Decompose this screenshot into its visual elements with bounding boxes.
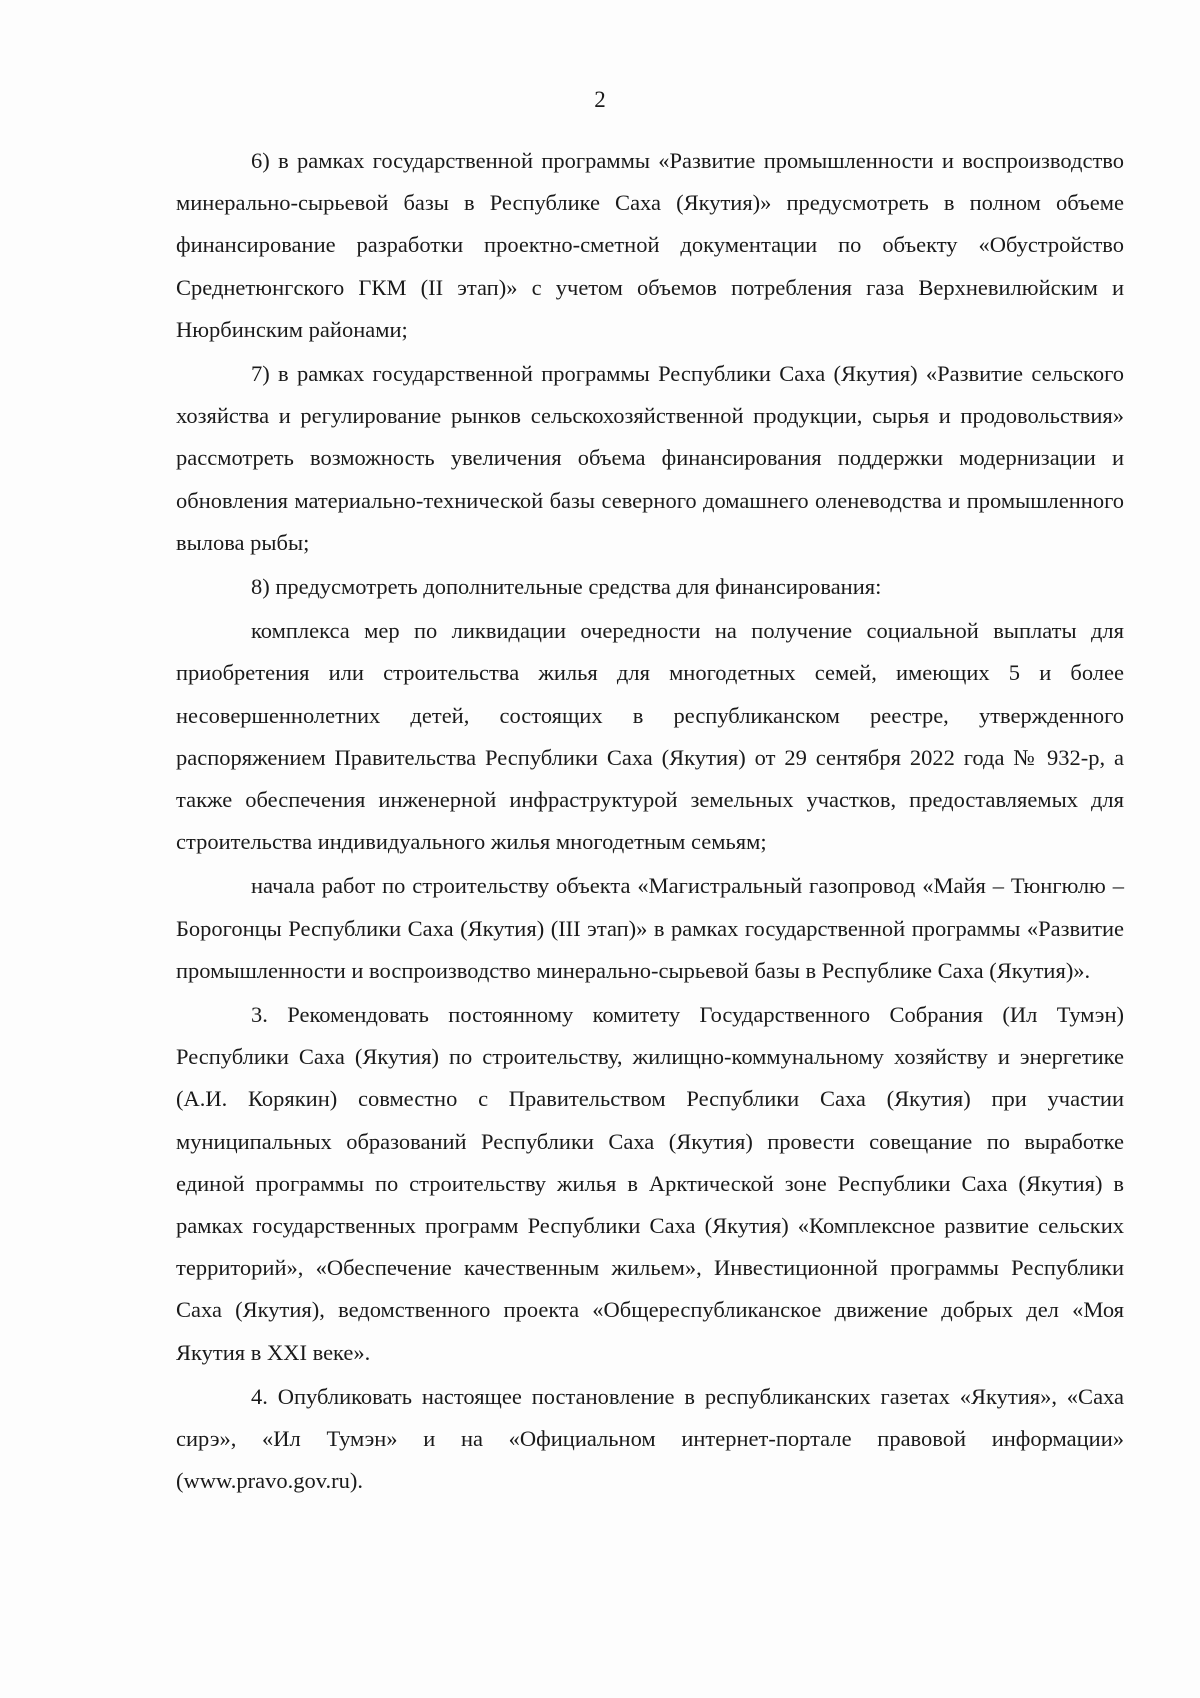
paragraph-section-3: 3. Рекомендовать постоянному комитету Государственного Собрания (Ил Тумэн) Республики Саха (Якутия) по строительству, жилищно-коммунальному хозяйству и энергетике (А.И. Корякин) совместно с Правительством Республики Саха (Якутия) при участии муниципальных образований Республики Саха (Якутия) провести совещание по выработке единой программы по строительству жилья в Арктической зоне Республики Саха (Якутия) в рамках государственных программ Республики Саха (Якутия) «Комплексное развитие сельских территорий», «Обеспечение качественным жильем», Инвестиционной программы Республики Саха (Якутия), ведомственного проекта «Общереспубликанское движение добрых дел «Моя Якутия в XXI веке». [176,1002,1124,1365]
paragraph-subitem-gas-pipeline: начала работ по строительству объекта «Магистральный газопровод «Майя – Тюнгюлю – Борогонцы Республики Саха (Якутия) (III этап)» в рамках государственной программы «Развитие промышленности и воспроизводство минерально-сырьевой базы в Республике Саха (Якутия)». [176,873,1124,983]
paragraph-item-7: 7) в рамках государственной программы Республики Саха (Якутия) «Развитие сельского хозяйства и регулирование рынков сельскохозяйственной продукции, сырья и продовольствия» рассмотреть возможность увеличения объема финансирования поддержки модернизации и обновления материально-технической базы северного домашнего оленеводства и промышленного вылова рыбы; [176,361,1124,555]
paragraph-subitem-housing: комплекса мер по ликвидации очередности на получение социальной выплаты для приобретения или строительства жилья для многодетных семей, имеющих 5 и более несовершеннолетних детей, состоящих в республиканском реестре, утвержденного распоряжением Правительства Республики Саха (Якутия) от 29 сентября 2022 года № 932-р, а также обеспечения инженерной инфраструктурой земельных участков, предоставляемых для строительства индивидуального жилья многодетным семьям; [176,618,1124,855]
paragraph-item-8: 8) предусмотреть дополнительные средства для финансирования: [251,574,882,600]
paragraph-section-4: 4. Опубликовать настоящее постановление в республиканских газетах «Якутия», «Саха сирэ», «Ил Тумэн» и на «Официальном интернет-портале правовой информации» (www.pravo.gov.ru). [176,1383,1124,1494]
page-number: 2 [594,87,606,112]
document-body [176,140,1124,1505]
paragraph-item-6: 6) в рамках государственной программы «Развитие промышленности и воспроизводство минерально-сырьевой базы в Республике Саха (Якутия)» предусмотреть в полном объеме финансирование разработки проектно-сметной документации по объекту «Обустройство Среднетюнгского ГКМ (II этап)» с учетом объемов потребления газа Верхневилюйским и Нюрбинским районами; [176,148,1124,342]
